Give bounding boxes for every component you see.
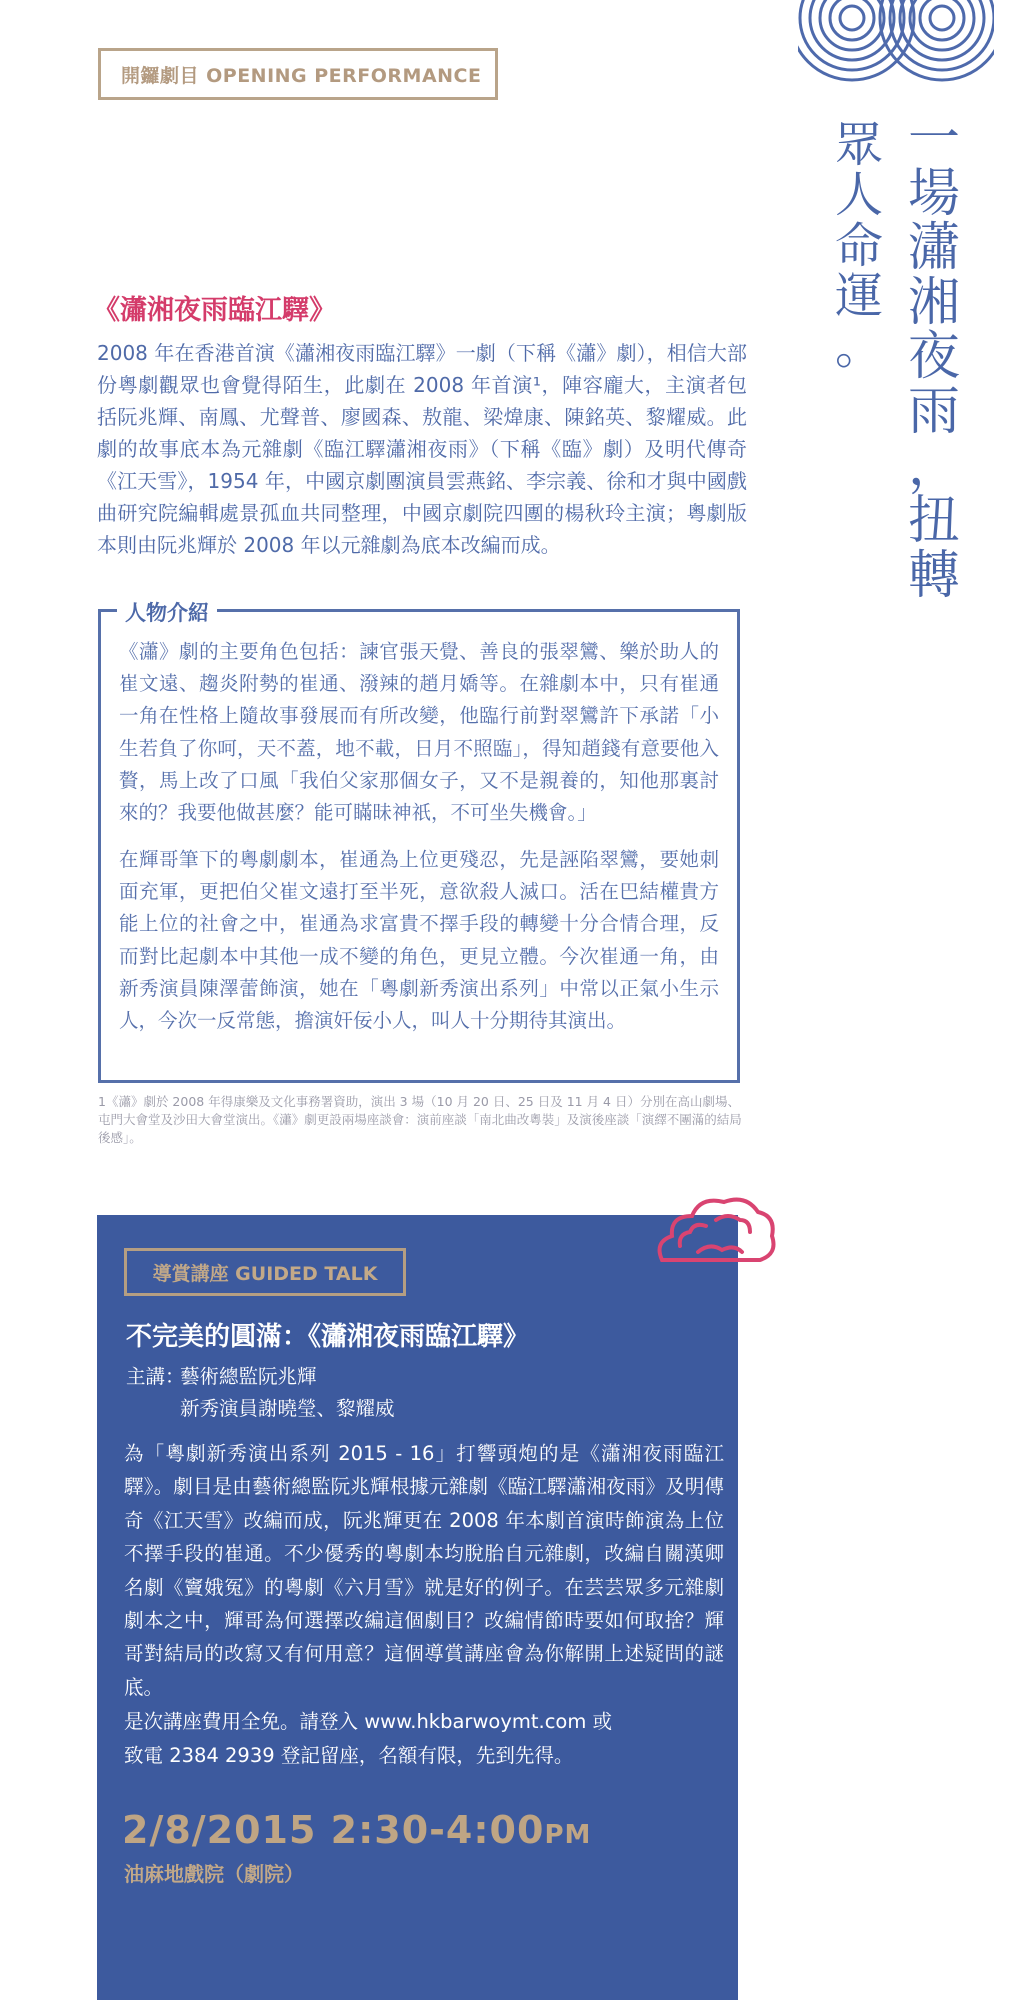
talk-title: 不完美的圓滿：《瀟湘夜雨臨江驛》	[126, 1322, 530, 1352]
speaker-label: 主講：	[126, 1365, 185, 1388]
speaker-1: 藝術總監阮兆輝	[180, 1365, 317, 1388]
vertical-slogan-line1	[908, 109, 961, 606]
slogan-char: 扭	[908, 491, 961, 552]
slogan-char: 場	[908, 163, 961, 224]
slogan-char: 轉	[908, 545, 961, 606]
opening-performance-tag: 開鑼劇目 OPENING PERFORMANCE	[98, 48, 498, 100]
slogan-char: ，	[908, 436, 961, 497]
talk-date-time: 2/8/2015 2:30-4:00	[122, 1808, 545, 1852]
talk-ampm: PM	[544, 1820, 592, 1850]
slogan-char: 雨	[908, 381, 961, 442]
slogan-char: 運	[835, 268, 884, 325]
play-title: 《瀟湘夜雨臨江驛》	[93, 295, 336, 326]
characters-box	[98, 601, 740, 1083]
speaker-2: 新秀演員謝曉瑩、黎耀威	[180, 1397, 395, 1420]
guided-talk-tag: 導賞講座 GUIDED TALK	[124, 1248, 406, 1296]
footnote: 1《瀟》劇於 2008 年得康樂及文化事務署資助，演出 3 場（10 月 20 日、25 日及 11 月 4 日）分別在高山劇場、屯門大會堂及沙田大會堂演出。《瀟》劇更設兩場座談會：演前座談「南北曲改粵裝」及演後座談「演繹不團滿的結局後感」。	[98, 1094, 742, 1145]
characters-para2: 在輝哥筆下的粵劇劇本，崔通為上位更殘忍，先是誣陷翠鸞，要她刺面充軍，更把伯父崔文遠打至半死，意欲殺人滅口。活在巴結權貴方能上位的社會之中，崔通為求富貴不擇手段的轉變十分合情合理，反而對比起劇本中其他一成不變的角色，更見立體。今次崔通一角，由新秀演員陳澤蕾飾演，她在「粵劇新秀演出系列」中常以正氣小生示人，今次一反常態，擔演奸佞小人，叫人十分期待其演出。	[119, 848, 719, 1033]
talk-description: 為「粵劇新秀演出系列 2015 - 16」打響頭炮的是《瀟湘夜雨臨江驛》。劇目是由藝術總監阮兆輝根據元雜劇《臨江驛瀟湘夜雨》及明傳奇《江天雪》改編而成，阮兆輝更在 2008 年本劇首演時飾演為上位不擇手段的崔通。不少優秀的粵劇本均脫胎自元雜劇，改編自關漢卿名劇《竇娥冤》的粵劇《六月雪》就是好的例子。在芸芸眾多元雜劇劇本之中，輝哥為何選擇改編這個劇目？改編情節時要如何取捨？輝哥對結局的改寫又有何用意？這個導賞講座會為你解開上述疑問的謎底。	[124, 1442, 724, 1699]
registration-line-2: 致電 2384 2939 登記留座，名額有限，先到先得。	[124, 1744, 574, 1767]
box-top-rule	[235, 609, 740, 612]
talk-datetime	[122, 1808, 591, 1852]
registration-line-1: 是次講座費用全免。請登入 www.hkbarwoymt.com 或	[124, 1710, 613, 1733]
slogan-char: 眾	[835, 117, 884, 173]
cloud-icon	[650, 1190, 780, 1276]
slogan-char: 人	[835, 167, 884, 224]
play-intro: 2008 年在香港首演《瀟湘夜雨臨江驛》一劇（下稱《瀟》劇），相信大部份粵劇觀眾也會覺得陌生，此劇在 2008 年首演¹，陣容龐大，主演者包括阮兆輝、南鳳、尤聲普、廖國森、敖龍、梁煒康、陳銘英、黎耀威。此劇的故事底本為元雜劇《臨江驛瀟湘夜雨》（下稱《臨》劇）及明代傳奇《江天雪》，1954 年，中國京劇團演員雲燕銘、李宗義、徐和才與中國戲曲研究院編輯處景孤血共同整理，中國京劇院四團的楊秋玲主演；粵劇版本則由阮兆輝於 2008 年以元雜劇為底本改編而成。	[97, 341, 747, 557]
characters-heading: 人物介紹	[117, 597, 217, 627]
slogan-char: 。	[835, 318, 884, 375]
concentric-circles-icon	[798, 0, 994, 82]
slogan-char: 一	[908, 109, 961, 169]
slogan-char: 夜	[908, 327, 961, 388]
characters-para1: 《瀟》劇的主要角色包括：諫官張天覺、善良的張翠鸞、樂於助人的崔文遠、趨炎附勢的崔通、潑辣的趙月嬌等。在雜劇本中，只有崔通一角在性格上隨故事發展而有所改變，他臨行前對翠鸞許下承諾「小生若負了你呵，天不蓋，地不載，日月不照臨」，得知趙錢有意要他入贅，馬上改了口風「我伯父家那個女子，又不是親養的，知他那裏討來的？我要他做甚麼？能可瞞昧神祇，不可坐失機會。」	[119, 640, 719, 825]
slogan-char: 命	[835, 217, 884, 274]
talk-venue: 油麻地戲院（劇院）	[124, 1862, 304, 1886]
vertical-slogan-line2	[835, 117, 884, 375]
slogan-char: 瀟	[908, 218, 961, 279]
slogan-char: 湘	[908, 272, 961, 333]
